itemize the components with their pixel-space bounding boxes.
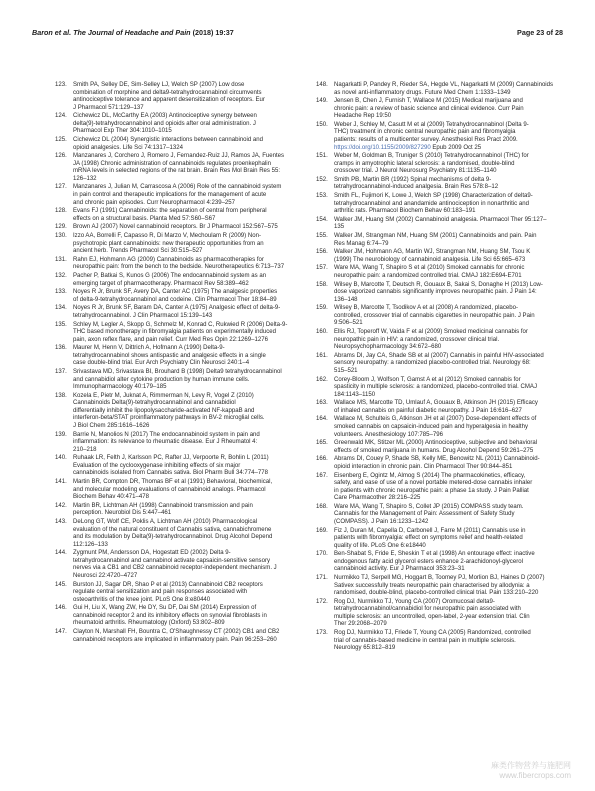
running-head-journal: The Journal of Headache and Pain xyxy=(73,28,191,37)
reference-item xyxy=(316,353,556,376)
reference-number: 151. xyxy=(316,153,328,160)
reference-text: Manzanares J, Julian M, Carrascosa A (2006) Role of the cannabinoid system in pain control and therapeutic implications for the management of acute and chronic pain episodes. Curr Neuropharmacol 4:239–257 xyxy=(73,184,282,206)
reference-item xyxy=(316,122,556,152)
reference-number: 168. xyxy=(316,503,328,510)
reference-number: 142. xyxy=(55,502,67,509)
reference-text: Nagarkatti P, Pandey R, Rieder SA, Hegde VL, Nagarkatti M (2009) Cannabinoids as novel anti-inflammatory drugs. Future Med Chem 1:1333–1349 xyxy=(334,82,554,96)
reference-text: Walker JM, Strangman NM, Huang SM (2001) Cannabinoids and pain. Pain Res Manag 6:74–79 xyxy=(334,233,537,247)
reference-text: Evans FJ (1991) Cannabinoids: the separation of central from peripheral effects on a structural basis. Planta Med 57:S60–S67 xyxy=(73,208,267,222)
reference-number: 172. xyxy=(316,598,328,605)
reference-text: Schley M, Legler A, Skopp G, Schmelz M, Konrad C, Rukwied R (2006) Delta-9- THC based monotherapy in fibromyalgia patients on experimentally induced pain, axon reflex flare, and pain relief. Curr Med Res Opin 22:1269–1276 xyxy=(73,321,288,343)
reference-item xyxy=(55,582,295,605)
reference-text: Clayton N, Marshall FH, Bountra C, O'Shaughnessy CT (2002) CB1 and CB2 cannabinoid receptors are implicated in inflammatory pain. Pain 96:253–260 xyxy=(73,628,280,643)
reference-number: 152. xyxy=(316,176,328,183)
running-head xyxy=(32,28,234,37)
reference-item xyxy=(55,322,295,345)
reference-item xyxy=(55,455,295,478)
reference-item xyxy=(316,528,556,551)
reference-number: 146. xyxy=(55,605,67,612)
reference-item xyxy=(316,416,556,439)
reference-text: DeLong GT, Wolf CE, Poklis A, Lichtman AH (2010) Pharmacological evaluation of the natural constituent of Cannabis sativa, cannabichromene and its modulation by Delta(9)-tetrahydrocannabinol. Drug Alcohol Depend 112:126–133 xyxy=(73,518,273,548)
reference-text: Eisenberg E, Ogintz M, Almog S (2014) The pharmacokinetics, efficacy, safety, and ease of use of a novel portable metered-dose cannabis inhaler in patients with chronic neuropathic pain: a phase 1a study. J Pain Palliat Care Pharmacother 28:216–225 xyxy=(334,472,533,502)
reference-text: Izzo AA, Borrelli F, Capasso R, Di Marzo V, Mechoulam R (2009) Non- psychotropic plant cannabinoids: new therapeutic opportunities from an ancient herb. Trends Pharmacol Sci 30:515–527 xyxy=(73,233,264,255)
reference-number: 132. xyxy=(55,272,67,279)
reference-number: 157. xyxy=(316,265,328,272)
reference-text: Manzanares J, Corchero J, Romero J, Fernandez-Ruiz JJ, Ramos JA, Fuentes JA (1998) Chronic administration of cannabinoids regulates proenkephalin mRNA levels in selected regions of the rat brain. Brain Res Mol Brain Res 55: 126–132 xyxy=(73,153,285,182)
reference-item xyxy=(316,265,556,280)
reference-item xyxy=(55,393,295,431)
page-number: Page 23 of 28 xyxy=(517,28,563,37)
reference-number: 128. xyxy=(55,208,67,215)
page-header xyxy=(32,28,563,40)
reference-number: 144. xyxy=(55,550,67,557)
reference-number: 155. xyxy=(316,233,328,240)
reference-number: 127. xyxy=(55,184,67,191)
reference-number: 173. xyxy=(316,630,328,637)
reference-text: Jensen B, Chen J, Furnish T, Wallace M (2015) Medical marijuana and chronic pain: a review of basic science and clinical evidence. Curr Pain Headache Rep 19:50 xyxy=(334,98,524,120)
reference-item xyxy=(55,113,295,136)
reference-number: 156. xyxy=(316,249,328,256)
reference-text: Smith PB, Martin BR (1992) Spinal mechanisms of delta 9- tetrahydrocannabinol-induced analgesia. Brain Res 578:8–12 xyxy=(334,176,499,191)
reference-item xyxy=(316,233,556,248)
reference-item xyxy=(316,377,556,400)
reference-text: Cichewicz DL, McCarthy EA (2003) Antinociceptive synergy between delta(9)-tetrahydrocannabinol and opioids after oral administration. J Pharmacol Exp Ther 304:1010–1015 xyxy=(73,113,257,135)
reference-text: Wilsey B, Marcotte T, Deutsch R, Gouaux B, Sakai S, Donaghe H (2013) Low- dose vaporized cannabis significantly improves neuropathic pain. J Pain 14: 136–148 xyxy=(334,281,543,303)
reference-text: Abrams DI, Jay CA, Shade SB et al (2007) Cannabis in painful HIV-associated sensory neuropathy: a randomized placebo-controlled trial. Neurology 68: 515–521 xyxy=(334,352,544,374)
reference-item xyxy=(55,503,295,518)
reference-text: Walker JM, Hohmann AG, Martin WJ, Strangman NM, Huang SM, Tsou K (1999) The neurobiology of cannabinoid analgesia. Life Sci 65:665–673 xyxy=(334,249,531,263)
reference-number: 161. xyxy=(316,352,328,359)
reference-text: Smith PA, Selley DE, Sim-Selley LJ, Welch SP (2007) Low dose combination of morphine and delta9-tetrahydrocannabinol circumvents antinociceptive tolerance and apparent desensitization of receptors. Eur J Pharmacol 571:129–137 xyxy=(73,82,265,111)
reference-number: 154. xyxy=(316,216,328,223)
reference-number: 124. xyxy=(55,113,67,120)
reference-item xyxy=(55,629,295,644)
reference-item xyxy=(316,249,556,264)
reference-text: Noyes R Jr, Brunk SF, Baram DA, Canter A (1975) Analgesic effect of delta-9- tetrahydrocannabinol. J Clin Pharmacol 15:139–143 xyxy=(73,305,281,319)
reference-number: 153. xyxy=(316,193,328,200)
reference-item xyxy=(316,473,556,503)
reference-number: 134. xyxy=(55,305,67,312)
reference-epub: Epub 2009 Oct 25 xyxy=(430,144,482,151)
reference-text: Kozela E, Pietr M, Juknat A, Rimmerman N, Levy R, Vogel Z (2010) Cannabinoids Delta(9)-tetrahydrocannabinol and cannabidiol differentially inhibit the lipopolysaccharide-activated NF-kappaB and interferon-beta/STAT proinflammatory pathways in BV-2 microglial cells. J Biol Chem 285:1616–1626 xyxy=(73,392,265,429)
reference-item xyxy=(55,233,295,256)
reference-text: Ellis RJ, Toperoff W, Vaida F et al (2009) Smoked medicinal cannabis for neuropathic pain in HIV: a randomized, crossover clinical trial. Neuropsychopharmacology 34:672–680 xyxy=(334,329,528,351)
reference-item xyxy=(55,289,295,304)
reference-number: 131. xyxy=(55,256,67,263)
reference-item xyxy=(316,440,556,455)
reference-item xyxy=(316,630,556,653)
reference-item xyxy=(55,137,295,152)
reference-number: 133. xyxy=(55,289,67,296)
doi-link[interactable]: https://doi.org/10.1155/2009/827290 xyxy=(334,144,431,151)
reference-text: Gui H, Liu X, Wang ZW, He DY, Su DF, Dai SM (2014) Expression of cannabinoid receptor 2 and its inhibitory effects on synovial fibroblasts in rheumatoid arthritis. Rheumatology (Oxford) 53:802–809 xyxy=(73,605,267,627)
reference-text: Weber J, Schley M, Casutt M et al (2009) Tetrahydrocannabinol (Delta 9- THC) treatment in chronic central neuropathic pain and fibromyalgia patients: results of a multicenter survey. Anesthesiol Res Pract 2009. xyxy=(334,121,529,144)
reference-text: Wallace MS, Marcotte TD, Umlauf A, Gouaux B, Atkinson JH (2015) Efficacy of inhaled cannabis on painful diabetic neuropathy. J Pain 16:616–627 xyxy=(334,400,538,414)
reference-text: Ruhaak LR, Felth J, Karlsson PC, Rafter JJ, Verpoorte R, Bohlin L (2011) Evaluation of the cyclooxygenase inhibiting effects of six major cannabinoids isolated from Cannabis sativa. Biol Pharm Bull 34:774–778 xyxy=(73,455,269,477)
reference-text: Corey-Bloom J, Wolfson T, Gamst A et al (2012) Smoked cannabis for spasticity in multiple sclerosis: a randomized, placebo-controlled trial. CMAJ 184:1143–1150 xyxy=(334,376,537,398)
reference-number: 136. xyxy=(55,345,67,352)
reference-text: Smith FL, Fujimori K, Lowe J, Welch SP (1998) Characterization of delta9- tetrahydrocannabinol and anandamide antinociception in nonarthritic and arthritic rats. Pharmacol Biochem Behav 60:183–191 xyxy=(334,193,533,215)
reference-number: 163. xyxy=(316,400,328,407)
reference-text: Barrie N, Manolios N (2017) The endocannabinoid system in pain and inflammation: its relevance to rheumatic disease. Eur J Rheumatol 4: 210–218 xyxy=(73,431,260,453)
reference-item xyxy=(316,575,556,598)
reference-item xyxy=(55,224,295,232)
reference-item xyxy=(55,153,295,183)
reference-item xyxy=(316,504,556,527)
reference-number: 149. xyxy=(316,98,328,105)
reference-item xyxy=(55,273,295,288)
reference-item xyxy=(316,551,556,574)
reference-number: 160. xyxy=(316,329,328,336)
reference-number: 165. xyxy=(316,440,328,447)
reference-text: Rog DJ, Nurmikko TJ, Young CA (2007) Oromucosal delta9- tetrahydrocannabinol/cannabidiol for neuropathic pain associated with multiple sclerosis: an uncontrolled, open-label, 2-year extension trial. Clin Ther 29:2068–2079 xyxy=(334,598,530,628)
reference-text: Ware MA, Wang T, Shapiro S et al (2010) Smoked cannabis for chronic neuropathic pain: a randomized controlled trial. CMAJ 182:E694-E701 xyxy=(334,265,525,279)
reference-list xyxy=(55,82,555,752)
reference-item xyxy=(55,257,295,272)
reference-text: Martin BR, Compton DR, Thomas BF et al (1991) Behavioral, biochemical, and molecular modeling evaluations of cannabinoid analogs. Pharmacol Biochem Behav 40:471–478 xyxy=(73,479,273,501)
reference-item xyxy=(316,177,556,192)
reference-item xyxy=(55,82,295,112)
reference-item xyxy=(316,82,556,97)
reference-item xyxy=(55,345,295,368)
reference-item xyxy=(316,98,556,121)
reference-item xyxy=(316,329,556,352)
reference-text: Fiz J, Duran M, Capella D, Carbonell J, Farre M (2011) Cannabis use in patients with fibromyalgia: effect on symptoms relief and health-related quality of life. PLoS One 6:e18440 xyxy=(334,527,526,549)
reference-text: Noyes R Jr, Brunk SF, Avery DA, Canter AC (1975) The analgesic properties of delta-9-tetrahydrocannabinol and codeine. Clin Pharmacol Ther 18:84–89 xyxy=(73,289,278,303)
reference-text: Maurer M, Henn V, Dittrich A, Hofmann A (1990) Delta-9- tetrahydrocannabinol shows antispastic and analgesic effects in a single case double-blind trial. Eur Arch Psychiatry Clin Neurosci 240:1–4 xyxy=(73,345,266,367)
reference-number: 143. xyxy=(55,518,67,525)
reference-text: Ware MA, Wang T, Shapiro S, Collet JP (2015) COMPASS study team. Cannabis for the Management of Pain: Assessment of Safety Study (COMPASS). J Pain 16:1233–1242 xyxy=(334,503,524,525)
reference-number: 167. xyxy=(316,472,328,479)
reference-text: Nurmikko TJ, Serpell MG, Hoggart B, Toomey PJ, Morlion BJ, Haines D (2007) Sativex successfully treats neuropathic pain characterised by allodynia: a randomised, double-blind, placebo-controlled clinical trial. Pain 133:210–220 xyxy=(334,575,545,597)
reference-item xyxy=(55,305,295,320)
reference-column-left xyxy=(55,82,295,645)
reference-item xyxy=(55,208,295,223)
reference-text: Martin BR, Lichtman AH (1998) Cannabinoid transmission and pain perception. Neurobiol Dis 5:447–461 xyxy=(73,502,253,517)
reference-number: 141. xyxy=(55,479,67,486)
reference-number: 140. xyxy=(55,455,67,462)
reference-item xyxy=(55,369,295,392)
reference-number: 135. xyxy=(55,321,67,328)
reference-number: 125. xyxy=(55,137,67,144)
reference-number: 145. xyxy=(55,581,67,588)
reference-number: 164. xyxy=(316,416,328,423)
reference-text: Greenwald MK, Stitzer ML (2000) Antinociceptive, subjective and behavioral effects of smoked marijuana in humans. Drug Alcohol Depend 59:261–275 xyxy=(334,440,538,454)
reference-number: 166. xyxy=(316,456,328,463)
reference-item xyxy=(316,153,556,176)
reference-item xyxy=(55,479,295,502)
reference-number: 138. xyxy=(55,392,67,399)
reference-number: 162. xyxy=(316,376,328,383)
reference-text: Brown AJ (2007) Novel cannabinoid receptors. Br J Pharmacol 152:567–575 xyxy=(73,224,278,231)
reference-item xyxy=(316,400,556,415)
reference-column-right xyxy=(316,82,556,654)
reference-number: 170. xyxy=(316,551,328,558)
reference-item xyxy=(316,282,556,305)
reference-item xyxy=(55,184,295,207)
reference-number: 159. xyxy=(316,305,328,312)
reference-number: 148. xyxy=(316,82,328,88)
reference-item xyxy=(316,599,556,629)
reference-text: Rahn EJ, Hohmann AG (2009) Cannabinoids as pharmacotherapies for neuropathic pain: from the bench to the bedside. Neurotherapeutics 6:713–737 xyxy=(73,256,285,271)
reference-text: Burston JJ, Sagar DR, Shao P et al (2013) Cannabinoid CB2 receptors regulate central sensitization and pain responses associated with osteoarthritis of the knee joint. PLoS One 8:e80440 xyxy=(73,581,263,603)
reference-number: 147. xyxy=(55,628,67,635)
running-head-citation: (2018) 19:37 xyxy=(192,28,234,37)
reference-text: Rog DJ, Nurmikko TJ, Friede T, Young CA (2005) Randomized, controlled trial of cannabis-based medicine in central pain in multiple sclerosis. Neurology 65:812–819 xyxy=(334,630,531,652)
reference-text: Cichewicz DL (2004) Synergistic interactions between cannabinoid and opioid analgesics. Life Sci 74:1317–1324 xyxy=(73,137,264,151)
reference-number: 169. xyxy=(316,527,328,534)
reference-item xyxy=(316,217,556,232)
reference-text: Wallace M, Schulteis G, Atkinson JH et al (2007) Dose-dependent effects of smoked cannabis on capsaicin-induced pain and hyperalgesia in healthy volunteers. Anesthesiology 107:785–796 xyxy=(334,416,537,438)
reference-text: Zygmunt PM, Andersson DA, Hogestatt ED (2002) Delta 9- tetrahydrocannabinol and cannabinol activate capsaicin-sensitive sensory nerves via a CB1 and CB2 cannabinoid receptor-independent mechanism. J Neurosci 22:4720–4727 xyxy=(73,550,277,579)
reference-item xyxy=(55,519,295,549)
reference-number: 158. xyxy=(316,281,328,288)
reference-text: Walker JM, Huang SM (2002) Cannabinoid analgesia. Pharmacol Ther 95:127–135 xyxy=(334,216,547,231)
reference-item xyxy=(316,305,556,328)
reference-item xyxy=(55,605,295,628)
reference-item xyxy=(55,432,295,455)
reference-item xyxy=(55,550,295,580)
reference-number: 137. xyxy=(55,369,67,375)
reference-number: 123. xyxy=(55,82,67,88)
reference-text: Srivastava MD, Srivastava BI, Brouhard B (1998) Delta9 tetrahydrocannabinol and cannabidiol alter cytokine production by human immune cells. Immunopharmacology 40:179–185 xyxy=(73,369,282,391)
reference-number: 130. xyxy=(55,233,67,240)
watermark: 麻类作物营养与施肥网 www.fibercrops.com xyxy=(491,761,571,780)
reference-text: Abrams DI, Couey P, Shade SB, Kelly ME, Benowitz NL (2011) Cannabinoid- opioid interaction in chronic pain. Clin Pharmacol Ther 90:844–851 xyxy=(334,456,540,470)
reference-text: Pacher P, Batkai S, Kunos G (2006) The endocannabinoid system as an emerging target of pharmacotherapy. Pharmacol Rev 58:389–462 xyxy=(73,272,267,287)
reference-text: Wilsey B, Marcotte T, Tsodikov A et al (2008) A randomized, placebo- controlled, crossover trial of cannabis cigarettes in neuropathic pain. J Pain 9:506–521 xyxy=(334,305,535,327)
reference-item xyxy=(316,456,556,471)
running-head-authors: Baron et al. xyxy=(32,28,72,37)
reference-item xyxy=(316,193,556,216)
reference-number: 129. xyxy=(55,224,67,231)
reference-number: 126. xyxy=(55,153,67,160)
reference-text: Weber M, Goldman B, Truniger S (2010) Tetrahydrocannabinol (THC) for cramps in amyotrophic lateral sclerosis: a randomised, double-blind crossover trial. J Neurol Neurosurg Psychiatry 81:1135–1140 xyxy=(334,153,529,175)
reference-number: 139. xyxy=(55,431,67,438)
reference-number: 150. xyxy=(316,121,328,128)
reference-number: 171. xyxy=(316,575,328,582)
reference-text: Ben-Shabat S, Fride E, Sheskin T et al (1998) An entourage effect: inactive endogenous fatty acid glycerol esters enhance 2-arachidonoyl-glycerol cannabinoid activity. Eur J Pharmacol 353:23–31 xyxy=(334,551,535,573)
